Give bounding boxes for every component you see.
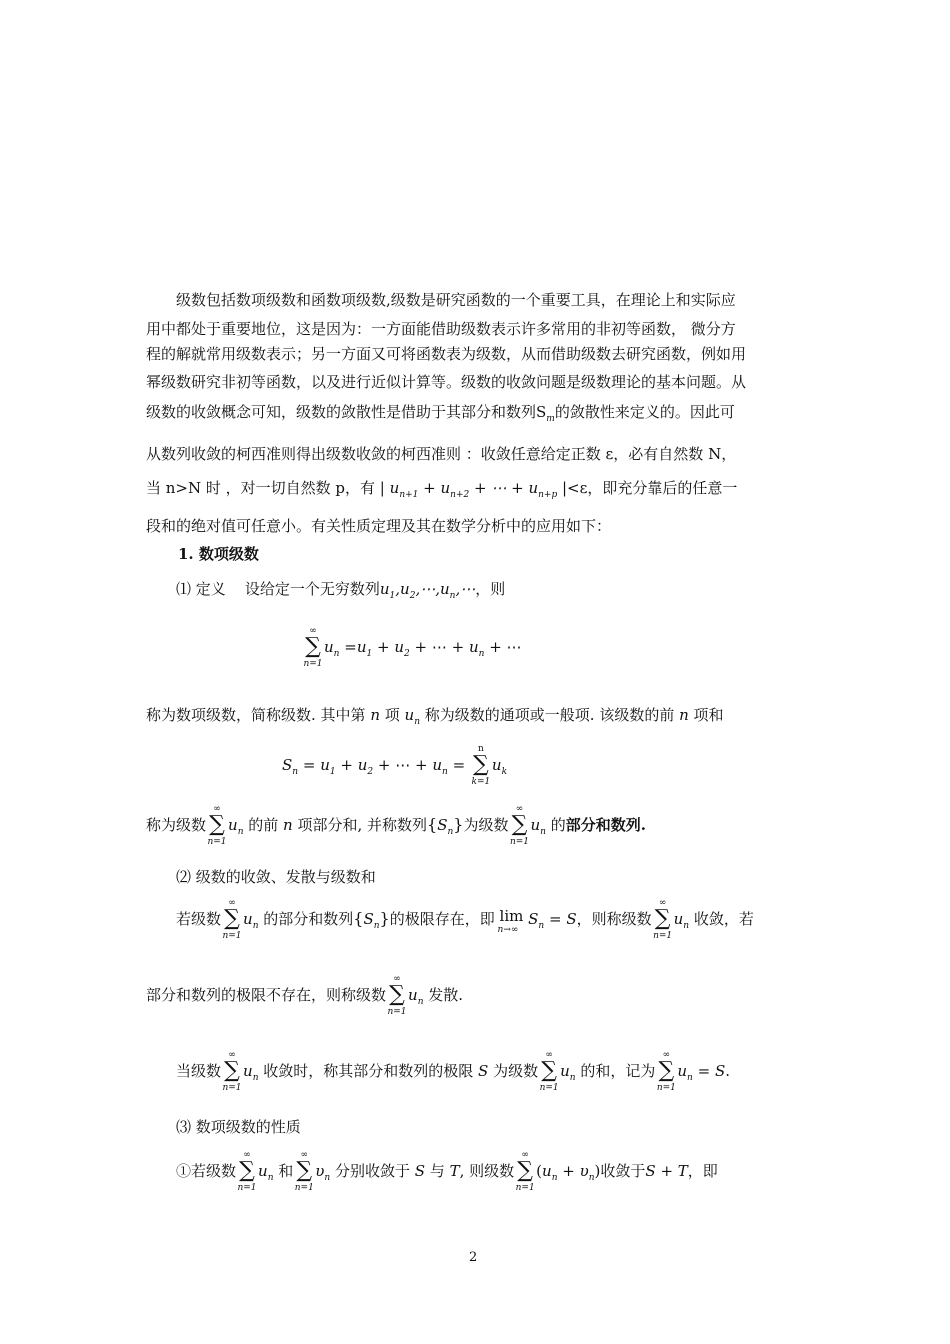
props-text-1b: 和 — [278, 1162, 294, 1180]
partial-text-2: 的前 — [248, 816, 279, 834]
partial-bold-term: 部分和数列. — [565, 816, 646, 834]
conv-text-3d: 的和，记为 — [580, 1062, 656, 1080]
conv-text-3e: . — [725, 1062, 731, 1080]
sigma-symbol: ∞ ∑ n=1 — [222, 1050, 242, 1093]
props-text-1e: , 则级数 — [459, 1162, 515, 1180]
sigma-symbol: ∞ ∑ n=1 — [509, 804, 530, 847]
intro-line-5b: 的敛散性来定义的。因此可 — [554, 403, 735, 421]
intro-line-8: 段和的绝对值可任意小。有关性质定理及其在数学分析中的应用如下： — [146, 517, 612, 535]
convergence-line-1: 若级数 ∞ ∑ n=1 $u_n$ 的部分和数列$\{S_n\}$的极限存在，即 lim n→∞ $S_n = S$，则称级数 ∞ ∑ n=1 $u_n$ 收敛，若 — [176, 898, 754, 941]
conv-text-3a: 当级数 — [176, 1062, 222, 1080]
formula-partial-sum: $S_n = u_1 + u_2$ + ⋯ + $u_n$ = n ∑ k=1 $u_k$ — [282, 744, 508, 787]
sigma-symbol: ∞ ∑ n=1 — [387, 974, 407, 1017]
partial-text-5: 的 — [550, 816, 566, 834]
series-name-text-3: 称为级数的通项或一般项. 该级数的前 — [424, 706, 675, 724]
conv-text-1a: 若级数 — [176, 910, 222, 928]
sigma-symbol: ∞ ∑ n=1 — [656, 1050, 676, 1093]
intro-line-6: 从数列收敛的柯西准则得出级数收敛的柯西准则 ：收敛任意给定正数 ε，必有自然数 N， — [146, 445, 737, 463]
definition-text: 设给定一个无穷数列 — [244, 580, 380, 598]
sigma-symbol: ∞ ∑ n=1 — [222, 898, 242, 941]
convergence-label: ⑵ 级数的收敛、发散与级数和 — [176, 868, 376, 886]
formula-limit: lim n→∞ — [497, 907, 524, 935]
convergence-line-3: 当级数 ∞ ∑ n=1 $u_n$ 收敛时，称其部分和数列的极限 S 为级数 ∞ ∑ n=1 $u_n$ 的和，记为 ∞ ∑ n=1 $u_n = S$. — [176, 1050, 731, 1093]
formula-cauchy-sum: $u_{n+1} + u_{n+2}$ + ⋯ + $u_{n+p}$ — [389, 479, 558, 500]
sigma-symbol: n ∑ k=1 — [471, 744, 491, 787]
intro-line-2: 用中都处于重要地位，这是因为：一方面能借助级数表示许多常用的非初等函数， 微分方 — [146, 320, 736, 338]
formula-series-definition: ∞ ∑ n=1 $u_n =u_1 + u_2$ + ⋯ + $u_n$ + ⋯ — [303, 626, 522, 669]
intro-line-4: 幂级数研究非初等函数，以及进行近似计算等。级数的收敛问题是级数理论的基本问题。从 — [146, 373, 747, 391]
props-text-1g: ，即 — [687, 1162, 718, 1180]
partial-text-1: 称为级数 — [146, 816, 207, 834]
conv-text-1b: 的部分和数列 — [263, 910, 354, 928]
sigma-symbol: ∞ ∑ n=1 — [294, 1150, 314, 1193]
intro-line-7 — [146, 478, 812, 506]
props-text-1f: 收敛于 — [600, 1162, 646, 1180]
partial-text-4: 为级数 — [463, 816, 509, 834]
properties-line-1: ①若级数 ∞ ∑ n=1 $u_n$ 和 ∞ ∑ n=1 $\upsilon_n$ 分别收敛于 S 与 T, 则级数 ∞ ∑ n=1 $(u_n + \upsilon_n)$收敛于S + T，即 — [176, 1150, 718, 1193]
definition-label: ⑴ 定义 — [176, 580, 226, 598]
conv-text-3c: 为级数 — [493, 1062, 539, 1080]
series-name-text-2: 项 — [384, 706, 400, 724]
convergence-line-2: 部分和数列的极限不存在，则称级数 ∞ ∑ n=1 $u_n$ 发散. — [146, 974, 464, 1017]
props-text-1c: 分别收敛于 — [334, 1162, 410, 1180]
partial-sum-sequence-line: 称为级数 ∞ ∑ n=1 $u_n$ 的前 n 项部分和, 并称数列$\{S_n\}$为级数 ∞ ∑ n=1 $u_n$ 的部分和数列. — [146, 804, 646, 847]
definition-line — [176, 578, 505, 601]
intro-line-5a: 级数的收敛概念可知，级数的敛散性是借助于其部分和数列 — [146, 403, 537, 421]
conv-text-2a: 部分和数列的极限不存在，则称级数 — [146, 986, 387, 1004]
sigma-symbol: ∞ ∑ n=1 — [237, 1150, 257, 1193]
intro-line-1: 级数包括数项级数和函数项级数,级数是研究函数的一个重要工具，在理论上和实际应 — [176, 291, 736, 309]
page-number: 2 — [469, 1250, 478, 1265]
series-name-text-4: 项和 — [693, 706, 724, 724]
conv-text-1c: 的极限存在，即 — [389, 910, 495, 928]
intro-line-7b: |<ε，即充分靠后的任意一 — [557, 479, 738, 497]
props-text-1a: ①若级数 — [176, 1162, 237, 1180]
intro-line-7a: 当 n>N 时 ，对一切自然数 p，有 | — [146, 479, 385, 497]
props-text-1d: 与 — [429, 1162, 445, 1180]
conv-text-1e: 收敛，若 — [693, 910, 754, 928]
conv-text-3b: 收敛时，称其部分和数列的极限 — [263, 1062, 474, 1080]
sigma-symbol: ∞ ∑ n=1 — [303, 626, 323, 669]
formula-sequence: $u_1,u_2,\cdots,u_n,\cdots$ — [379, 580, 476, 601]
intro-line-5 — [146, 402, 812, 430]
intro-line-3: 程的解就常用级数表示；另一方面又可将函数表为级数，从而借助级数去研究函数，例如用 — [146, 345, 747, 363]
conv-text-1d: ，则称级数 — [576, 910, 652, 928]
section-title: 1. 数项级数 — [178, 545, 259, 563]
sigma-symbol: ∞ ∑ n=1 — [515, 1150, 535, 1193]
partial-text-3: 项部分和, 并称数列 — [297, 816, 428, 834]
sigma-symbol: ∞ ∑ n=1 — [653, 898, 673, 941]
series-name-text-1: 称为数项级数，简称级数. 其中第 — [146, 706, 366, 724]
sigma-symbol: ∞ ∑ n=1 — [207, 804, 227, 847]
formula-Sm: $S_m$ — [536, 403, 555, 424]
conv-text-2b: 发散. — [428, 986, 464, 1004]
properties-label: ⑶ 数项级数的性质 — [176, 1118, 301, 1136]
series-name-line: 称为数项级数，简称级数. 其中第 n 项 $u_n$ 称为级数的通项或一般项. 该级数的前 n 项和 — [146, 706, 724, 727]
sigma-symbol: ∞ ∑ n=1 — [539, 1050, 559, 1093]
definition-then: ，则 — [475, 580, 506, 598]
